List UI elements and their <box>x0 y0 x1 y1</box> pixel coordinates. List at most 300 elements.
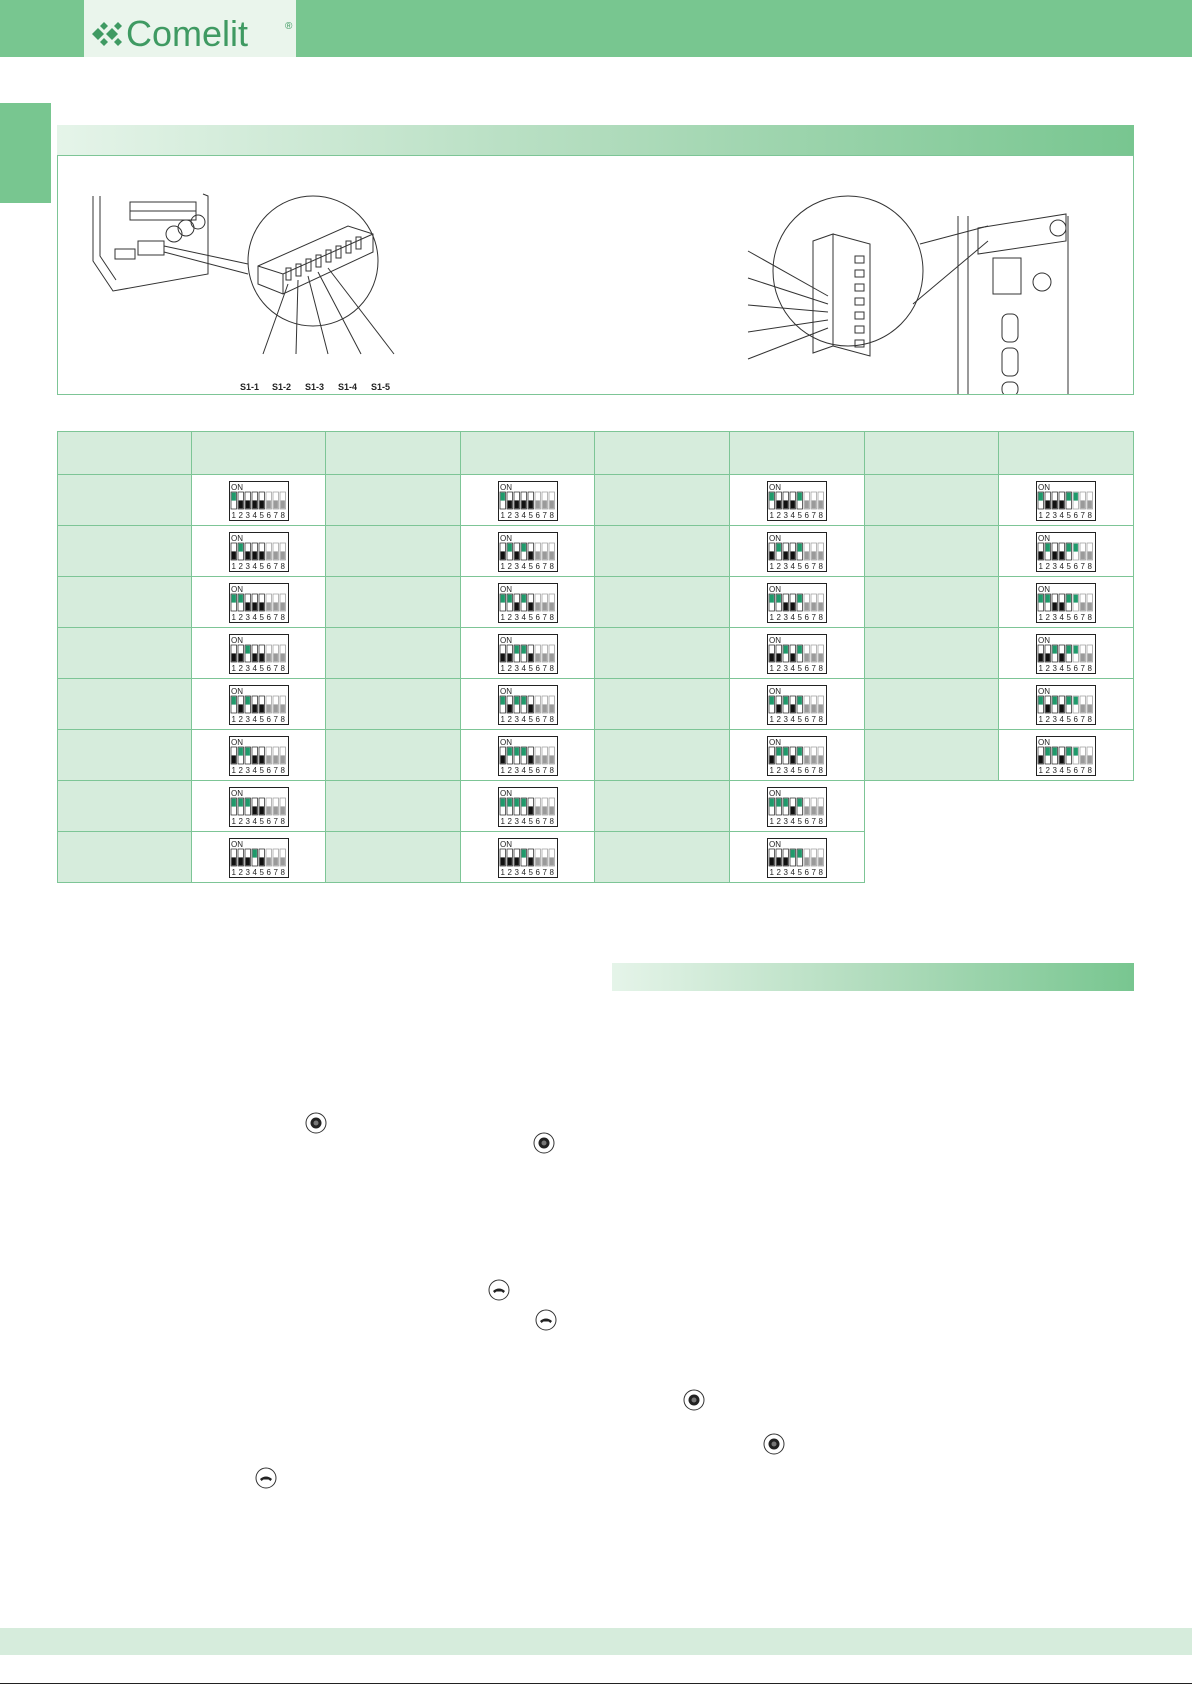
brand-name: Comelit <box>126 13 249 54</box>
address-label-cell <box>595 679 730 730</box>
address-label-cell <box>865 679 1000 730</box>
dip-number-label: 7 <box>542 612 548 622</box>
dip-knob-off <box>805 806 809 814</box>
dip-number-label: 6 <box>804 663 810 673</box>
dip-knob-on <box>522 849 526 857</box>
dip-knob-off <box>543 806 547 814</box>
dip-knob-off <box>805 551 809 559</box>
dip-setting-cell <box>192 730 327 781</box>
dip-knob-off <box>791 704 795 712</box>
dip-number-label: 4 <box>1059 561 1065 571</box>
dip-knob-off <box>812 806 816 814</box>
dip-knob-off <box>245 857 249 865</box>
dip-knob-off <box>805 857 809 865</box>
dip-number-label: 6 <box>266 816 271 826</box>
dip-number-label: 7 <box>273 561 278 571</box>
table-header-cell <box>865 431 1000 475</box>
dip-number-label: 2 <box>507 714 513 724</box>
dip-number-label: 6 <box>535 663 541 673</box>
dip-knob-off <box>550 551 554 559</box>
dip-number-label: 1 <box>1038 714 1044 724</box>
dip-number-label: 5 <box>528 765 534 775</box>
dip-knob-on <box>522 747 526 755</box>
address-label-cell <box>326 628 461 679</box>
dip-knob-off <box>280 551 284 559</box>
dip-knob-off <box>252 500 256 508</box>
dip-knob-off <box>777 704 781 712</box>
dip-knob-off <box>791 806 795 814</box>
dip-switch-icon <box>229 736 289 776</box>
dip-knob-off <box>819 704 823 712</box>
dip-knob-off <box>280 755 284 763</box>
dip-number-label: 6 <box>535 510 541 520</box>
dip-number-label: 4 <box>1059 510 1065 520</box>
dip-number-label: 4 <box>252 765 257 775</box>
dip-number-label: 6 <box>1073 663 1079 673</box>
address-label-cell <box>57 475 192 526</box>
dip-knob-on <box>1074 543 1078 551</box>
dip-knob-off <box>777 857 781 865</box>
dip-setting-cell <box>461 526 596 577</box>
dip-setting-cell <box>192 832 327 883</box>
dip-knob-off <box>1039 653 1043 661</box>
dip-number-label: 8 <box>549 867 555 877</box>
dip-knob-off <box>784 602 788 610</box>
dip-knob-on <box>508 594 512 602</box>
dip-number-label: 6 <box>266 612 271 622</box>
dip-number-label: 3 <box>783 867 789 877</box>
dip-knob-on <box>1053 747 1057 755</box>
dip-number-label: 7 <box>273 663 278 673</box>
dip-number-label: 4 <box>252 714 257 724</box>
dip-knob-off <box>273 857 277 865</box>
dip-number-label: 2 <box>507 612 513 622</box>
dip-knob-on <box>231 594 235 602</box>
dip-number-label: 3 <box>783 714 789 724</box>
dip-number-label: 4 <box>252 867 257 877</box>
address-label-cell <box>595 577 730 628</box>
dip-knob-off <box>231 755 235 763</box>
dip-setting-cell <box>461 730 596 781</box>
camera-icon <box>763 1433 785 1455</box>
dip-knob-off <box>259 500 263 508</box>
dip-knob-off <box>777 500 781 508</box>
dip-number-label: 3 <box>514 561 520 571</box>
dip-knob-off <box>280 500 284 508</box>
table-header-cell <box>461 431 596 475</box>
dip-knob-off <box>273 653 277 661</box>
dip-number-label: 5 <box>259 663 264 673</box>
dip-knob-on <box>1067 492 1071 500</box>
dip-knob-off <box>805 755 809 763</box>
dip-number-label: 2 <box>1045 765 1051 775</box>
dip-settings-table <box>57 431 1134 885</box>
dip-setting-cell <box>192 475 327 526</box>
dip-knob-off <box>536 653 540 661</box>
dip-switch-icon <box>498 532 558 572</box>
dip-knob-on <box>1067 696 1071 704</box>
address-label-cell <box>57 832 192 883</box>
dip-number-label: 7 <box>273 714 278 724</box>
dip-knob-off <box>550 500 554 508</box>
dip-knob-on <box>522 543 526 551</box>
dip-knob-on <box>238 594 242 602</box>
dip-knob-off <box>1039 551 1043 559</box>
dip-number-label: 1 <box>1038 765 1044 775</box>
address-label-cell <box>595 730 730 781</box>
dip-setting-cell <box>461 577 596 628</box>
dip-number-label: 6 <box>1073 612 1079 622</box>
dip-knob-on <box>501 798 505 806</box>
dip-number-label: 3 <box>514 510 520 520</box>
dip-number-label: 8 <box>818 510 824 520</box>
dip-knob-off <box>536 602 540 610</box>
dip-number-label: 3 <box>245 714 250 724</box>
dip-knob-on <box>1074 594 1078 602</box>
section-heading-bar <box>57 125 1134 155</box>
dip-number-label: 7 <box>811 510 817 520</box>
dip-knob-on <box>1053 696 1057 704</box>
dip-knob-off <box>280 653 284 661</box>
dip-setting-cell <box>999 730 1134 781</box>
dip-setting-cell <box>192 679 327 730</box>
dip-knob-on <box>1046 747 1050 755</box>
dip-switch-icon <box>767 634 827 674</box>
dip-knob-on <box>1039 594 1043 602</box>
dip-knob-off <box>515 602 519 610</box>
dip-number-label: 5 <box>259 510 264 520</box>
dip-number-label: 5 <box>528 816 534 826</box>
dip-number-label: 4 <box>521 663 527 673</box>
dip-number-label: 2 <box>507 816 513 826</box>
dip-number-label: 6 <box>804 612 810 622</box>
dip-number-label: 1 <box>231 867 236 877</box>
dip-knob-on <box>522 798 526 806</box>
dip-knob-off <box>784 857 788 865</box>
dip-knob-off <box>550 755 554 763</box>
dip-knob-on <box>1039 492 1043 500</box>
dip-number-label: 6 <box>266 663 271 673</box>
address-label-cell <box>326 526 461 577</box>
dip-knob-off <box>252 653 256 661</box>
dip-switch-icon <box>498 838 558 878</box>
table-header-cell <box>730 431 865 475</box>
dip-setting-cell <box>999 628 1134 679</box>
dip-number-label: 1 <box>500 510 506 520</box>
dip-on-label: ON <box>500 686 513 696</box>
dip-number-label: 1 <box>231 816 236 826</box>
dip-knob-off <box>501 551 505 559</box>
address-label-cell <box>326 679 461 730</box>
dip-on-label: ON <box>230 584 243 594</box>
dip-number-label: 8 <box>1087 714 1093 724</box>
dip-number-label: 5 <box>797 561 803 571</box>
dip-number-label: 6 <box>1073 714 1079 724</box>
dip-knob-on <box>501 696 505 704</box>
dip-knob-on <box>1067 594 1071 602</box>
dip-number-label: 2 <box>238 867 243 877</box>
dip-number-label: 7 <box>273 867 278 877</box>
dip-knob-on <box>798 594 802 602</box>
dip-number-label: 2 <box>776 510 782 520</box>
dip-knob-off <box>791 500 795 508</box>
dip-number-label: 6 <box>804 816 810 826</box>
dip-number-label: 6 <box>535 714 541 724</box>
dip-setting-cell <box>461 781 596 832</box>
dip-number-label: 1 <box>500 867 506 877</box>
dip-on-label: ON <box>769 788 782 798</box>
section-side-tab <box>0 103 51 203</box>
dip-knob-off <box>812 704 816 712</box>
table-header-cell <box>192 431 327 475</box>
table-header-cell <box>595 431 730 475</box>
dip-knob-on <box>252 849 256 857</box>
dip-knob-off <box>280 704 284 712</box>
dip-number-label: 3 <box>514 867 520 877</box>
dip-knob-off <box>550 653 554 661</box>
address-label-cell <box>865 730 1000 781</box>
dip-number-label: 3 <box>514 612 520 622</box>
dip-setting-cell <box>192 526 327 577</box>
dip-on-label: ON <box>500 584 513 594</box>
dip-knob-off <box>266 704 270 712</box>
dip-knob-on <box>245 747 249 755</box>
dip-knob-off <box>1060 602 1064 610</box>
dip-on-label: ON <box>769 482 782 492</box>
address-label-cell <box>865 475 1000 526</box>
camera-icon <box>683 1389 705 1411</box>
dip-number-label: 4 <box>252 561 257 571</box>
dip-knob-off <box>273 500 277 508</box>
dip-number-label: 3 <box>1052 510 1058 520</box>
dip-number-label: 4 <box>790 816 796 826</box>
dip-number-label: 4 <box>1059 663 1065 673</box>
dip-number-label: 7 <box>542 765 548 775</box>
dip-knob-on <box>231 798 235 806</box>
dip-number-label: 5 <box>259 867 264 877</box>
dip-knob-off <box>508 857 512 865</box>
dip-number-label: 3 <box>783 765 789 775</box>
dip-number-label: 7 <box>273 765 278 775</box>
dip-knob-on <box>1074 747 1078 755</box>
dip-number-label: 5 <box>1066 765 1072 775</box>
dip-number-label: 5 <box>797 867 803 877</box>
dip-number-label: 8 <box>1087 663 1093 673</box>
dip-number-label: 2 <box>238 561 243 571</box>
dip-number-label: 4 <box>521 714 527 724</box>
dip-knob-off <box>515 551 519 559</box>
dip-knob-on <box>245 696 249 704</box>
handset-icon <box>488 1279 510 1301</box>
dip-knob-off <box>805 653 809 661</box>
dip-on-label: ON <box>769 533 782 543</box>
dip-number-label: 7 <box>542 714 548 724</box>
address-label-cell <box>865 628 1000 679</box>
dip-number-label: 3 <box>245 867 250 877</box>
dip-knob-off <box>805 704 809 712</box>
dip-number-label: 1 <box>1038 612 1044 622</box>
dip-knob-off <box>812 653 816 661</box>
dip-knob-off <box>245 551 249 559</box>
dip-number-label: 1 <box>769 714 775 724</box>
dip-number-label: 8 <box>280 510 285 520</box>
dip-knob-off <box>819 755 823 763</box>
dip-switch-icon <box>767 532 827 572</box>
dip-switch-icon <box>498 583 558 623</box>
address-label-cell <box>326 832 461 883</box>
dip-number-label: 8 <box>280 561 285 571</box>
dip-knob-off <box>238 500 242 508</box>
dip-knob-off <box>508 653 512 661</box>
dip-knob-off <box>266 500 270 508</box>
dip-setting-cell <box>730 475 865 526</box>
dip-knob-off <box>536 500 540 508</box>
dip-knob-on <box>1046 594 1050 602</box>
dip-knob-on <box>784 696 788 704</box>
dip-knob-off <box>259 857 263 865</box>
dip-knob-on <box>1074 696 1078 704</box>
dip-number-label: 3 <box>1052 561 1058 571</box>
dip-number-label: 5 <box>259 765 264 775</box>
dip-knob-off <box>784 500 788 508</box>
dip-knob-on <box>798 849 802 857</box>
dip-number-label: 6 <box>1073 510 1079 520</box>
dip-on-label: ON <box>500 788 513 798</box>
dip-number-label: 7 <box>273 510 278 520</box>
dip-on-label: ON <box>1038 584 1051 594</box>
dip-knob-on <box>798 645 802 653</box>
dip-knob-off <box>1053 602 1057 610</box>
logo-mark-icon <box>90 22 126 46</box>
dip-number-label: 2 <box>776 561 782 571</box>
dip-knob-on <box>798 543 802 551</box>
dip-knob-on <box>798 747 802 755</box>
dip-knob-off <box>508 500 512 508</box>
dip-number-label: 8 <box>1087 612 1093 622</box>
dip-knob-off <box>252 602 256 610</box>
dip-knob-on <box>231 696 235 704</box>
dip-knob-on <box>784 645 788 653</box>
dip-knob-off <box>508 704 512 712</box>
dip-on-label: ON <box>230 635 243 645</box>
dip-knob-off <box>266 602 270 610</box>
dip-knob-off <box>529 653 533 661</box>
dip-number-label: 2 <box>507 561 513 571</box>
dip-knob-on <box>1067 645 1071 653</box>
dip-number-label: 5 <box>1066 510 1072 520</box>
dip-knob-off <box>1081 704 1085 712</box>
dip-number-label: 1 <box>500 714 506 724</box>
dip-knob-on <box>508 543 512 551</box>
dip-knob-off <box>819 500 823 508</box>
dip-knob-off <box>770 653 774 661</box>
dip-number-label: 4 <box>790 663 796 673</box>
dip-setting-cell <box>730 781 865 832</box>
dip-number-label: 3 <box>783 510 789 520</box>
dip-number-label: 1 <box>769 816 775 826</box>
dip-knob-off <box>791 653 795 661</box>
dip-switch-icon <box>229 634 289 674</box>
dip-switch-icon <box>229 532 289 572</box>
dip-knob-off <box>273 755 277 763</box>
dip-knob-off <box>259 755 263 763</box>
dip-number-label: 6 <box>266 765 271 775</box>
dip-knob-off <box>529 500 533 508</box>
dip-knob-on <box>508 798 512 806</box>
dip-knob-off <box>536 806 540 814</box>
dip-number-label: 5 <box>259 816 264 826</box>
dip-knob-off <box>819 857 823 865</box>
dip-setting-cell <box>461 475 596 526</box>
dip-knob-off <box>791 755 795 763</box>
dip-knob-off <box>812 755 816 763</box>
dip-number-label: 7 <box>273 612 278 622</box>
dip-switch-icon <box>767 787 827 827</box>
dip-number-label: 4 <box>1059 714 1065 724</box>
dip-number-label: 5 <box>797 612 803 622</box>
address-label-cell <box>57 781 192 832</box>
dip-knob-off <box>550 602 554 610</box>
dip-knob-on <box>501 594 505 602</box>
camera-icon <box>533 1132 555 1154</box>
dip-number-label: 7 <box>542 663 548 673</box>
dip-knob-on <box>777 798 781 806</box>
dip-switch-icon <box>229 685 289 725</box>
dip-number-label: 2 <box>1045 510 1051 520</box>
dip-number-label: 6 <box>266 561 271 571</box>
dip-knob-off <box>536 755 540 763</box>
dip-number-label: 1 <box>769 510 775 520</box>
address-label-cell <box>595 832 730 883</box>
dip-number-label: 8 <box>818 612 824 622</box>
dip-on-label: ON <box>230 788 243 798</box>
dip-knob-off <box>259 602 263 610</box>
address-label-cell <box>326 781 461 832</box>
dip-setting-cell <box>999 577 1134 628</box>
dip-number-label: 5 <box>259 714 264 724</box>
dip-knob-on <box>501 492 505 500</box>
dip-number-label: 4 <box>790 714 796 724</box>
dip-number-label: 7 <box>1080 663 1086 673</box>
dip-knob-on <box>770 798 774 806</box>
callout-s1-5: S1-5 <box>371 382 391 392</box>
dip-number-label: 2 <box>1045 663 1051 673</box>
dip-setting-cell <box>999 526 1134 577</box>
dip-number-label: 8 <box>818 663 824 673</box>
dip-switch-icon <box>767 583 827 623</box>
dip-number-label: 2 <box>238 663 243 673</box>
dip-number-label: 5 <box>528 561 534 571</box>
dip-number-label: 4 <box>790 561 796 571</box>
dip-number-label: 7 <box>273 816 278 826</box>
handset-icon <box>255 1467 277 1489</box>
dip-number-label: 4 <box>521 612 527 622</box>
section-heading-bar-lower <box>612 963 1134 991</box>
dip-knob-off <box>543 857 547 865</box>
dip-on-label: ON <box>1038 533 1051 543</box>
dip-switch-icon <box>1036 481 1096 521</box>
dip-switch-icon <box>1036 583 1096 623</box>
dip-switch-icon <box>229 481 289 521</box>
dip-number-label: 1 <box>1038 561 1044 571</box>
dip-number-label: 6 <box>266 867 271 877</box>
dip-number-label: 3 <box>783 816 789 826</box>
dip-number-label: 2 <box>1045 561 1051 571</box>
dip-number-label: 8 <box>1087 510 1093 520</box>
dip-number-label: 5 <box>797 510 803 520</box>
dip-number-label: 1 <box>500 765 506 775</box>
dip-number-label: 4 <box>252 663 257 673</box>
